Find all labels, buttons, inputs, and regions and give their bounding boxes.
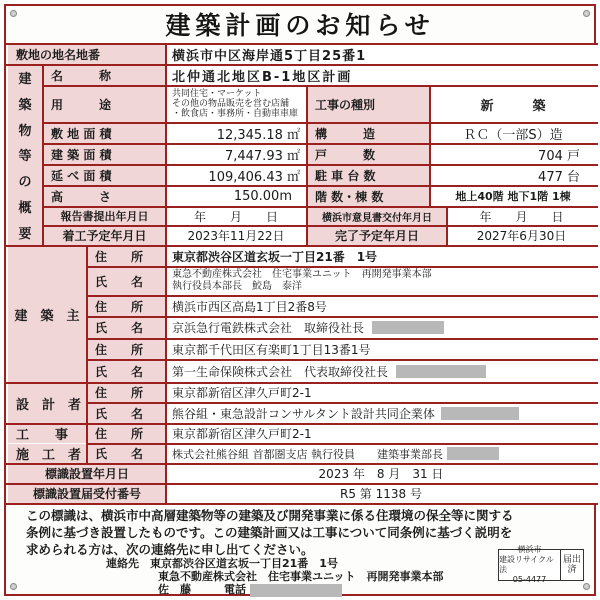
notice-board (4, 4, 596, 596)
site-area-value: 12,345.18 ㎡ (166, 123, 306, 143)
designer-name-cell (166, 403, 596, 423)
owner-3-name-label: 氏 名 (87, 360, 166, 382)
redacted-block (250, 584, 342, 597)
redacted-block (372, 321, 444, 334)
parking-value: 477 台 (430, 165, 596, 185)
finish-date-label: 完了予定年月日 (307, 226, 447, 245)
notice-line: 求められる方は、次の連絡先に申し出てください。 (26, 542, 314, 557)
contractor-name-cell (166, 444, 596, 463)
redacted-block (447, 447, 499, 460)
building-group-char: 等 (18, 149, 32, 165)
redacted-block (441, 407, 519, 420)
structure-label: 構 造 (307, 123, 430, 143)
owner-3-address: 東京都千代田区有楽町1丁目13番1号 (166, 339, 596, 359)
floor-area-label: 延 べ 面 積 (43, 165, 166, 185)
designer-address-label: 住 所 (87, 383, 166, 402)
opinion-date-value: 年 月 日 (447, 207, 596, 225)
work-type-label: 工事の種別 (307, 86, 430, 122)
contact-block (106, 557, 444, 597)
use-value (166, 86, 306, 122)
board-title: 建築計画のお知らせ (165, 11, 435, 40)
contact-phone-label: 電話 (224, 583, 246, 596)
use-label: 用 途 (43, 86, 166, 122)
notice-line: この標識は、横浜市中高層建築物等の建築及び開発事業に係る住環境の保全等に関する (26, 508, 514, 523)
height-label: 高 さ (43, 186, 166, 206)
floors-label: 階 数・棟 数 (307, 186, 430, 206)
stamp-done: 済 (567, 565, 577, 575)
contact-company: 東急不動産株式会社 住宅事業ユニット 再開発事業本部 (158, 570, 444, 583)
owner-2-address: 横浜市西区高島1丁目2番8号 (166, 296, 596, 316)
building-name-value: 北仲通北地区B-1地区計画 (166, 65, 596, 85)
owner-1-name-label: 氏 名 (87, 267, 166, 295)
building-name-label: 名 称 (43, 65, 166, 85)
owner-group-label: 建 築 主 (8, 246, 86, 382)
site-value: 横浜市中区海岸通5丁目25番1 (166, 44, 596, 64)
start-date-label: 着工予定年月日 (43, 226, 166, 245)
owner-2-name-cell (166, 317, 596, 338)
building-group-label (8, 65, 42, 245)
sign-date-value: 2023 年 8 月 31 日 (166, 464, 596, 483)
recycle-law-stamp (498, 545, 584, 584)
designer-name: 熊谷組・東急設計コンサルタント設計共同企業体 (172, 406, 435, 421)
opinion-date-label: 横浜市意見書交付年月日 (307, 207, 447, 225)
owner-1-address-label: 住 所 (87, 246, 166, 266)
units-value: 704 戸 (430, 144, 596, 164)
stamp-law: 建設リサイクル法 (499, 555, 554, 574)
contact-label: 連絡先 (106, 557, 139, 570)
contractor-name: 株式会社熊谷組 首都圏支店 執行役員 建築事業部長 (172, 447, 443, 461)
screw-icon (10, 583, 17, 590)
site-label: 敷地の地名地番 (8, 44, 166, 64)
contact-address: 東京都渋谷区道玄坂一丁目21番 1号 (150, 557, 338, 570)
designer-group-label: 設 計 者 (8, 383, 86, 423)
owner-3-address-label: 住 所 (87, 339, 166, 359)
site-area-label: 敷 地 面 積 (43, 123, 166, 143)
stamp-city: 横浜市 (517, 545, 542, 554)
owner-1-name-line: 東急不動産株式会社 住宅事業ユニット 再開発事業本部 (172, 269, 432, 280)
height-value: 150.00m (166, 186, 306, 206)
owner-1-name (166, 267, 596, 295)
redacted-block (396, 365, 486, 378)
designer-name-label: 氏 名 (87, 403, 166, 423)
contractor-address-label: 住 所 (87, 424, 166, 443)
structure-value: ＲＣ（一部S）造 (430, 123, 596, 143)
finish-date-value: 2027年6月30日 (447, 226, 596, 245)
contractor-name-label: 氏 名 (87, 444, 166, 463)
owner-3-name-cell (166, 360, 596, 382)
screw-icon (583, 583, 590, 590)
parking-label: 駐 車 台 数 (307, 165, 430, 185)
contractor-address: 東京都新宿区津久戸町2-1 (166, 424, 596, 443)
owner-2-name: 京浜急行電鉄株式会社 取締役社長 (172, 321, 365, 335)
owner-1-address: 東京都渋谷区道玄坂一丁目21番 1号 (166, 246, 596, 266)
building-group-char: 物 (18, 123, 32, 139)
owner-2-name-label: 氏 名 (87, 317, 166, 338)
stamp-number: 05-4477 (512, 575, 547, 584)
building-area-value: 7,447.93 ㎡ (166, 144, 306, 164)
receipt-no-value: R5 第 1138 号 (166, 484, 596, 503)
building-group-char: 概 (18, 200, 32, 216)
owner-1-name-line: 執行役員本部長 鮫島 泰洋 (172, 281, 302, 292)
receipt-no-label: 標識設置届受付番号 (8, 484, 166, 503)
building-group-char: 築 (18, 98, 32, 114)
designer-address: 東京都新宿区津久戸町2-1 (166, 383, 596, 402)
building-group-char: の (18, 175, 32, 191)
sign-date-label: 標識設置年月日 (8, 464, 166, 483)
contact-person: 佐 藤 (158, 583, 191, 596)
owner-2-address-label: 住 所 (87, 296, 166, 316)
owner-3-name: 第一生命保険株式会社 代表取締役社長 (172, 364, 389, 379)
building-area-label: 建 築 面 積 (43, 144, 166, 164)
report-date-label: 報告書提出年月日 (43, 207, 166, 225)
floors-value: 地上40階 地下1階 1棟 (430, 186, 596, 206)
use-line: ・飲食店・事務所・自動車車庫 (172, 109, 299, 119)
start-date-value: 2023年11月22日 (166, 226, 306, 245)
report-date-value: 年 月 日 (166, 207, 306, 225)
use-line: 共同住宅・マーケット (172, 89, 262, 99)
contractor-group-label-2: 施 工 者 (8, 444, 86, 463)
building-group-char: 要 (18, 226, 32, 242)
floor-area-value: 109,406.43 ㎡ (166, 165, 306, 185)
building-group-char: 建 (18, 72, 32, 88)
stamp-filed: 届出 (562, 555, 581, 565)
use-line: その他の物品販売を営む店舗 (172, 99, 290, 109)
work-type-value: 新 築 (430, 86, 596, 122)
notice-line: 条例に基づき設置したものです。この建築計画又は工事について同条例に基づく説明を (26, 525, 513, 540)
contractor-group-label-1: 工 事 (8, 424, 86, 443)
units-label: 戸 数 (307, 144, 430, 164)
